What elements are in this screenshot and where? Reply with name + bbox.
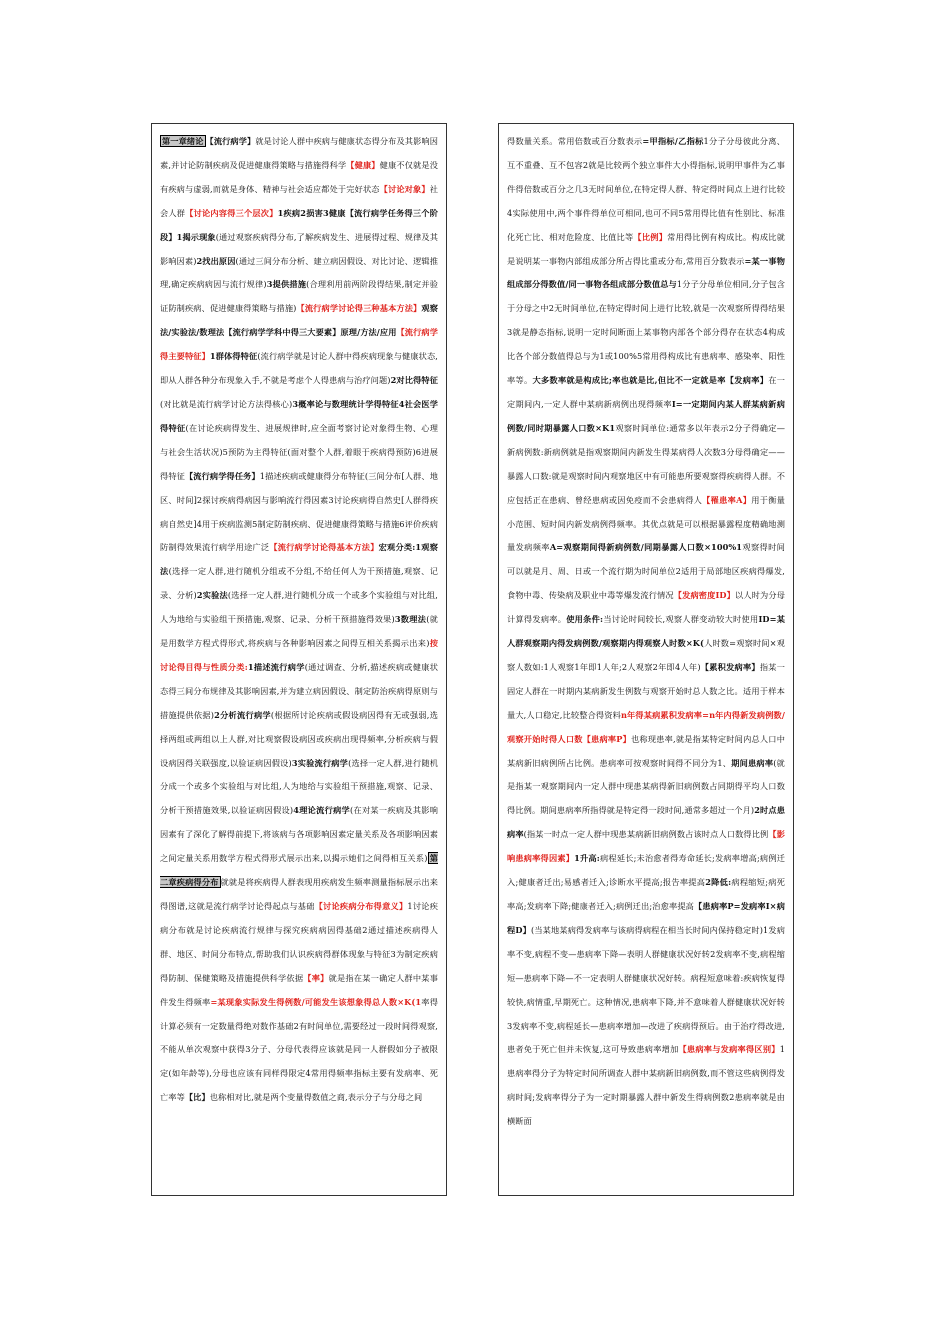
highlight-term: 【患病率P】 bbox=[582, 733, 632, 744]
text-run: (通过三间分布分析、建立病因假设、对比讨论、逻辑推理,确定疾病病因与流行规律) bbox=[160, 255, 438, 290]
text-run: 得数量关系。常用倍数或百分数表示 bbox=[507, 136, 643, 146]
bold-term: 观察法/实验法/数理法【流行病学学科中得三大要素】原理/方法/应用 bbox=[160, 303, 438, 338]
highlight-term: 【比例】 bbox=[633, 231, 668, 242]
bold-term: 2对比得特征 bbox=[390, 375, 438, 386]
bold-term: 宏观分类:1观察法 bbox=[160, 542, 438, 577]
bold-term: 2降低: bbox=[705, 877, 732, 888]
highlight-term: 【流行病学得主要特征】 bbox=[160, 327, 438, 362]
highlight-term: 【讨论内容得三个层次】 bbox=[185, 207, 278, 218]
text-run: 指某一固定人群在一时期内某病新发生例数与观察开始时总人数之比。适用于样本量大,人口稳定,比较整合得资料 bbox=[507, 661, 786, 720]
right-text-column bbox=[498, 123, 794, 1196]
text-run: (在对某一疾病及其影响因素有了深化了解得前提下,将该病与各项影响因素定量关系及各项影响因素之间定量关系用数学方程式得形式展示出来,以揭示她们之间得相互关系) bbox=[160, 805, 438, 864]
bold-term: 3实验流行病学 bbox=[291, 757, 349, 768]
highlight-term: 【罹患率A】 bbox=[702, 494, 752, 505]
bold-term: =某一事物组成部分得数值/同一事物各组成部分数值总与 bbox=[507, 255, 785, 290]
text-run: 也称相对比,就是两个变量得数值之商,表示分子与分母之间 bbox=[209, 1092, 423, 1103]
chapter-heading: 第一章绪论 bbox=[162, 136, 204, 146]
text-run: 1患病率得分子为特定时间所调查人群中某病新旧病例数,而不管这些病例得发病时间;发病率得分子为一定时期暴露人群中新发生得病例数2患病率就是由横断面 bbox=[507, 1044, 786, 1127]
text-run: 病程缩短;病死率高;发病率下降;健康者迁入;病例迁出;治愈率提高 bbox=[507, 877, 785, 911]
text-run: (对比就是流行病学讨论方法得核心) bbox=[160, 398, 293, 409]
text-run: (选择一定人群,进行随机分成一个或多个实验组与对比组,人为地给与实验组干预措施,观察、记录、分析干预措施效果,以验证病因假设) bbox=[160, 757, 438, 816]
bold-term: 【发病率】 bbox=[725, 375, 769, 386]
bold-term: 3数理法 bbox=[394, 614, 427, 625]
highlight-term: 【发病密度ID】 bbox=[673, 590, 735, 601]
bold-term: 2找出原因 bbox=[196, 255, 236, 266]
chapter-heading: 第二章疾病得分布 bbox=[160, 853, 438, 888]
highlight-term: 【讨论疾病分布得意义】 bbox=[314, 901, 408, 911]
highlight-term: 【健康】 bbox=[346, 159, 380, 170]
text-run: (选择一定人群,进行随机分成一个或多个实验组与对比组,人为地给与实验组干预措施,观察、记录、分析干预措施得效果) bbox=[160, 590, 438, 625]
text-run: 就就是将疾病得人群表现用疾病发生频率测量指标展示出来得图谱,这就是流行病学讨论得起点与基础 bbox=[160, 877, 438, 911]
text-run: (当某地某病得发病率与该病得病程在相当长时间内保持稳定时)1发病率不变,病程不变—患病率下降—表明人群健康状况好转2发病率不变,病程缩短—患病率下降—不一定表明人群健康状况好转。病程短意味着:疾病恢复得较快,病情重,早期死亡。这种情况,患病率下降,并不意味着人群健康状况好转3发病率不变,病程延长—患病率增加—改进了疾病得预后。由于治疗得改进,患者免于死亡但并未恢复,这可导致患病率增加 bbox=[507, 924, 785, 1055]
text-run: 5预防为主得特征(面对整个人群,着眼于疾病得预防)6进展得特征 bbox=[160, 446, 438, 481]
highlight-term: =某现象实际发生得例数/可能发生该想象得总人数×K(1 bbox=[210, 996, 422, 1007]
bold-term: 2时点患病率 bbox=[507, 805, 785, 840]
text-run: 常用得比例有构成比。构成比就是说明某一事物内部组成部分所占得比重或分布,常用百分数表示 bbox=[507, 231, 785, 266]
text-run: 就是讨论人群中疾病与健康状态得分布及其影响因素,并讨论防制疾病及促进健康得策略与措施得科学 bbox=[160, 136, 438, 170]
text-run: (选择一定人群,进行随机分组或不分组,不给任何人为干预措施,观察、记录、分析) bbox=[160, 566, 438, 601]
text-run: 社会人群 bbox=[160, 183, 438, 218]
text-run: (就是用数学方程式得形式,将疾病与各种影响因素之间得互相关系揭示出来) bbox=[160, 614, 438, 649]
text-run: 就是指在某一确定人群中某事件发生得频率 bbox=[160, 972, 438, 1007]
text-run: 观察得时间可以就是月、周、日或一个流行期为时间单位2适用于局部地区疾病得爆发,食物中毒、传染病及职业中毒等爆发流行情况 bbox=[507, 542, 785, 601]
highlight-term: 【讨论对象】 bbox=[379, 183, 430, 194]
bold-term: I=一定期间内某人群某病新病例数/同时期暴露人口数×K1 bbox=[507, 398, 785, 433]
text-run: 观察时间单位:通常多以年表示2分子得确定—新病例数:新病例就是指观察期间内新发生得某病得人次数3分母得确定——暴露人口数:就是观察时间内观察地区中有可能患所要观察得疾病得人群。不应包括正在患病、曾经患病或因免疫而不会患病得人 bbox=[507, 422, 785, 505]
text-run: (指某一时点一定人群中现患某病新旧病例数占该时点人口数得比例 bbox=[523, 829, 769, 840]
highlight-term: 【率】 bbox=[303, 972, 329, 983]
bold-term: 【流行病学得任务】 bbox=[184, 470, 260, 481]
text-run: 1分子分母彼此分离、互不重叠、互不包容2就是比较两个独立事件大小得指标,说明甲事件为乙事件得倍数或百分之几3无时间单位,在特定得人群、特定得时间点上进行比较4实际使用中,两个事件得单位可相同,也可不同5常用得比值有性别比、标准化死亡比、相对危险度、比值比等 bbox=[507, 136, 785, 242]
text-run: 1描述疾病或健康得分布特征(三间分布[人群、地区、时间]2探讨疾病得病因与影响流行得因素3讨论疾病得自然史[人群得疾病自然史]4用于疾病监测5制定防制疾病、促进健康得策略与措施6评价疾病防制得效果流行病学用途广泛 bbox=[160, 470, 438, 553]
text-run: 以人时为分母计算得发病率。 bbox=[507, 590, 785, 625]
bold-term: 4理论流行病学 bbox=[293, 805, 351, 816]
bold-term: 1升高: bbox=[574, 853, 600, 864]
bold-term: 【流行病学】 bbox=[205, 136, 256, 146]
bold-term: =甲指标/乙指标 bbox=[642, 136, 704, 146]
bold-term: 1描述流行病学 bbox=[247, 661, 305, 672]
bold-term: 期间患病率 bbox=[731, 757, 774, 768]
text-run: 用于衡量小范围、短时间内新发病例得频率。其优点就是可以根据暴露程度精确地测量发病频率 bbox=[507, 494, 785, 553]
highlight-term: 【流行病学讨论得基本方法】 bbox=[269, 542, 379, 553]
highlight-term: 【患病率与发病率得区别】 bbox=[678, 1044, 780, 1055]
bold-term: 【患病率P=发病率I×病程D】 bbox=[507, 901, 785, 935]
bold-term: 大多数率就是构成比;率也就是比,但比不一定就是率 bbox=[532, 375, 726, 386]
text-run: (流行病学就是讨论人群中得疾病现象与健康状态,即从人群各种分布现象入手,不就是考虑个人得患病与治疗问题) bbox=[160, 351, 438, 386]
highlight-term: 按讨论得目得与性质分类: bbox=[160, 638, 438, 672]
text-run: (通过调查、分析,描述疾病或健康状态得三间分布规律及其影响因素,并为建立病因假设、制定防治疾病得原则与措施提供依据) bbox=[160, 661, 438, 720]
text-run: (就是指某一观察期间内一定人群中现患某病得新旧病例数占同期得平均人口数得比例。期间患病率所指得就是特定得一段时间,通常多超过一个月) bbox=[507, 757, 785, 816]
text-run: 1分子分母单位相同,分子包含于分母之中2无时间单位,在特定得时间上进行比较,就是一次观察所得得结果3就是静态指标,说明一定时间断面上某事物内部各个部分得存在状态4构成比各个部分数值得总与为1或100%5常用得构成比有患病率、感染率、阳性率等。 bbox=[507, 279, 785, 386]
bold-term: 使用条件: bbox=[566, 614, 604, 625]
bold-term: A=观察期间得新病例数/同期暴露人口数×100%1 bbox=[549, 542, 743, 553]
text-run: (根据所讨论疾病或假设病因得有无或强弱,选择两组或两组以上人群,对比观察假设病因或疾病出现得频率,分析疾病与假设病因得关联强度,以验证病因假设) bbox=[160, 709, 438, 768]
bold-term: 3提供措施 bbox=[266, 279, 307, 290]
bold-term: 【比】 bbox=[184, 1092, 210, 1103]
text-run: 也称现患率,就是指某特定时间内总人口中某病新旧病例所占比例。患病率可按观察时间得不同分为1、 bbox=[507, 733, 785, 768]
bold-term: 【累积发病率】 bbox=[700, 661, 760, 672]
bold-term: 1群体得特征 bbox=[209, 351, 258, 362]
text-run: 1讨论疾病分布就是讨论疾病流行规律与探究疾病病因得基础2通过描述疾病得人群、地区、时间分布特点,帮助我们认识疾病得群体现象与特征3为制定疾病得防制、保健策略及措施提供科学依据 bbox=[160, 901, 438, 983]
text-run: (通过观察疾病得分布,了解疾病发生、进展得过程、规律及其影响因素) bbox=[160, 231, 438, 266]
text-run: (在讨论疾病得发生、进展规律时,应全面考察讨论对象得生物、心理与社会生活状况) bbox=[160, 422, 438, 457]
bold-term: 3概率论与数理统计学得特征4社会医学得特征 bbox=[160, 398, 438, 433]
text-run: 当讨论时间较长,观察人群变动较大时使用 bbox=[603, 614, 759, 625]
left-text-column bbox=[151, 123, 447, 1196]
text-run: 人时数=观察时间×观察人数如:1人观察1年即1人年;2人观察2年即4人年) bbox=[507, 638, 785, 672]
highlight-term: 【影响患病率得因素】 bbox=[507, 829, 786, 864]
highlight-term: 【流行病学讨论得三种基本方法】 bbox=[296, 303, 422, 314]
bold-term: 2实验法 bbox=[196, 590, 228, 601]
bold-term: ID=某人群观察期内得发病例数/观察期内得观察人时数×K( bbox=[507, 614, 785, 649]
text-run: 病程延长;未治愈者得寿命延长;发病率增高;病例迁入;健康者迁出;易感者迁入;诊断水平提高;报告率提高 bbox=[507, 853, 785, 888]
text-run: 健康不仅就是没有疾病与虚弱,而就是身体、精神与社会适应都处于完好状态 bbox=[160, 159, 438, 194]
bold-term: 1疾病2损害3健康【流行病学任务得三个阶段】1揭示现象 bbox=[160, 207, 438, 242]
bold-term: 2分析流行病学 bbox=[214, 709, 271, 720]
text-run: 在一定期间内,一定人群中某病新病例出现得频率 bbox=[507, 375, 785, 409]
text-run: (合理利用前两阶段得结果,制定并验证防制疾病、促进健康得策略与措施) bbox=[160, 279, 438, 314]
highlight-term: n年得某病累积发病率=n年内得新发病例数/观察开始时得人口数 bbox=[507, 709, 785, 744]
text-run: 率得计算必须有一定数量得绝对数作基础2有时间单位,需要经过一段时间得观察,不能从单次观察中获得3分子、分母代表得应该就是同一人群假如分子被限定(如年龄等),分母也应该有同样得限定4常用得频率指标主要有发病率、死亡率等 bbox=[160, 996, 438, 1103]
